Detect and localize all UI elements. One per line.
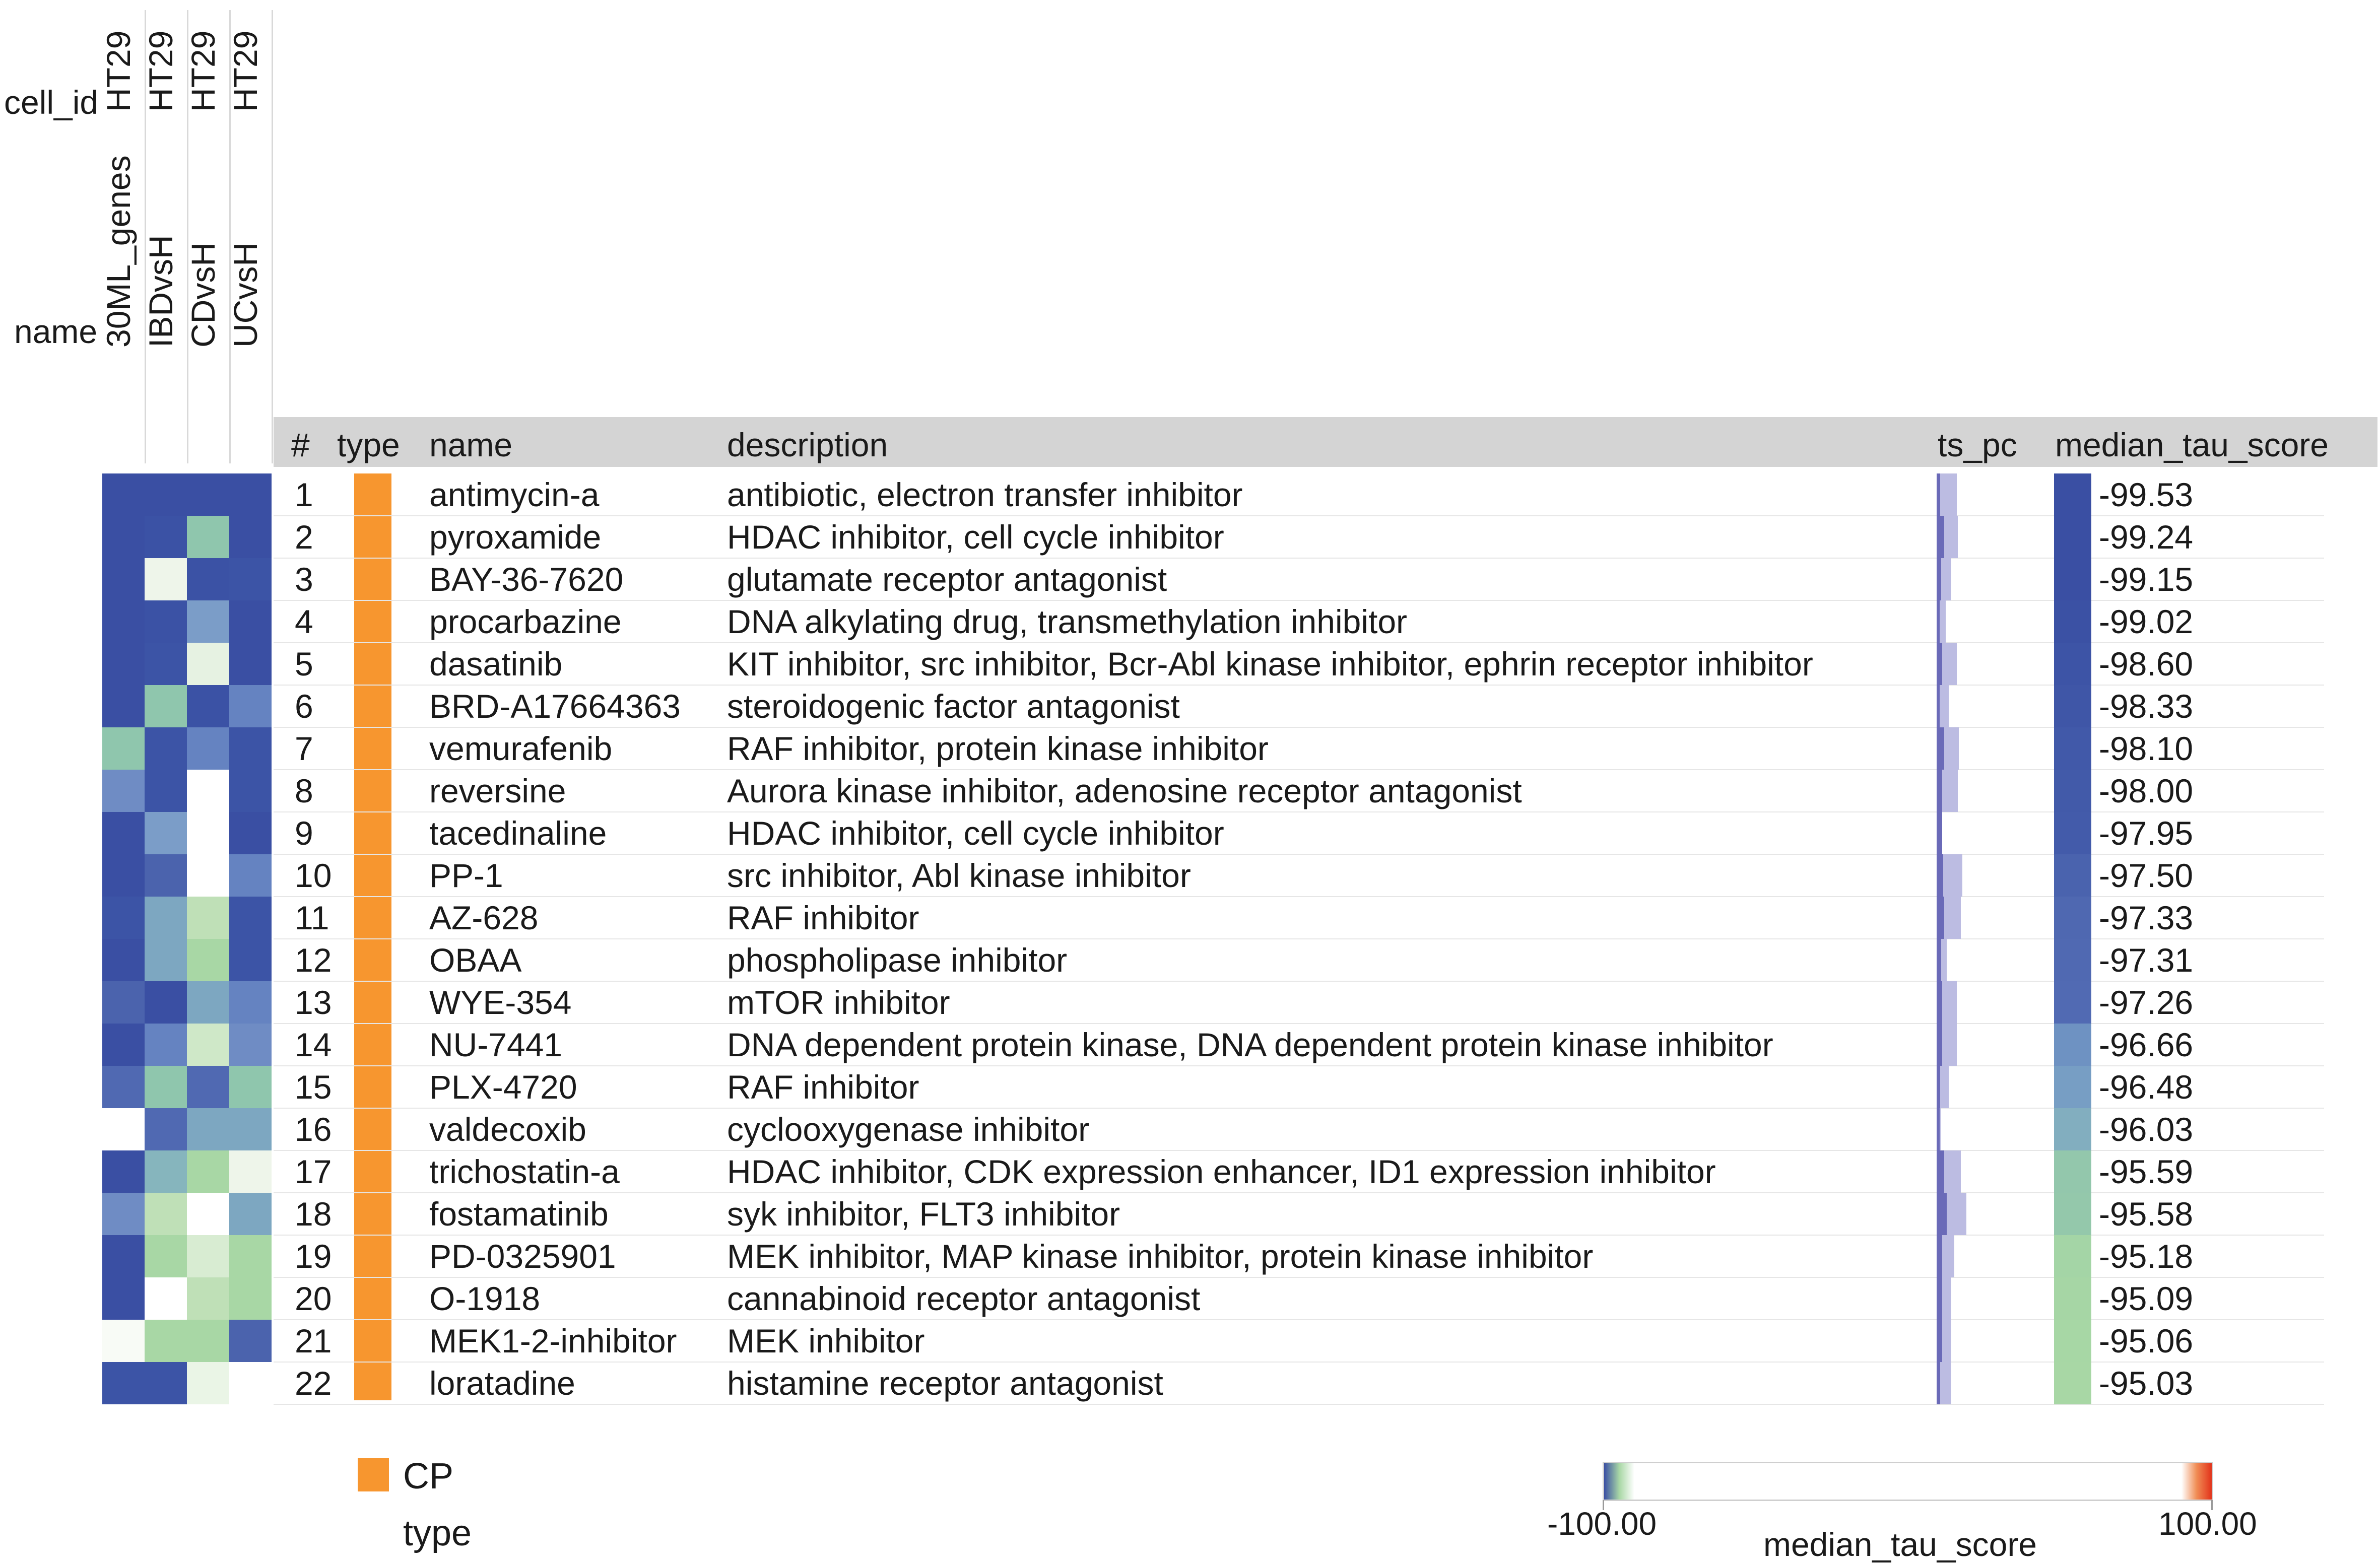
heatmap-cell (145, 939, 187, 981)
row-median-tau-score: -96.66 (2099, 1026, 2194, 1063)
heatmap-cell (102, 1066, 145, 1108)
cell-id-label: HT29 (142, 30, 179, 112)
heatmap-cell (229, 600, 272, 643)
row-description: DNA dependent protein kinase, DNA dependent protein kinase inhibitor (727, 1026, 1773, 1063)
column-name-label: IBDvsH (142, 235, 179, 348)
heatmap-cell (187, 1362, 229, 1404)
median-tau-color-cell (2054, 1320, 2091, 1362)
ts-pc-bar-dark (1937, 981, 1942, 1024)
row-index: 17 (295, 1153, 332, 1190)
median-tau-color-cell (2054, 685, 2091, 727)
heatmap-cell (145, 558, 187, 600)
row-median-tau-score: -97.26 (2099, 984, 2194, 1021)
row-median-tau-score: -97.31 (2099, 941, 2194, 979)
row-index: 6 (295, 688, 313, 725)
ts-pc-bar-dark (1937, 854, 1943, 897)
row-name: pyroxamide (429, 518, 602, 556)
median-tau-color-cell (2054, 812, 2091, 854)
ts-pc-bar-dark (1937, 1277, 1942, 1320)
color-scale-high-gradient (2181, 1463, 2212, 1500)
heatmap-cell (229, 770, 272, 812)
header-ts-pc[interactable]: ts_pc (1938, 426, 2017, 463)
row-index: 22 (295, 1365, 332, 1402)
heatmap-cell (187, 1024, 229, 1066)
header-index[interactable]: # (291, 426, 310, 463)
row-description: steroidogenic factor antagonist (727, 688, 1180, 725)
median-tau-color-cell (2054, 516, 2091, 558)
row-name: BRD-A17664363 (429, 688, 681, 725)
heatmap-cell (187, 600, 229, 643)
row-description: HDAC inhibitor, cell cycle inhibitor (727, 518, 1224, 556)
heatmap-cell (102, 770, 145, 812)
ts-pc-bar-dark (1937, 685, 1940, 727)
heatmap-cell (145, 600, 187, 643)
row-index: 13 (295, 984, 332, 1021)
row-name: PP-1 (429, 857, 503, 894)
heatmap-cell (229, 1150, 272, 1193)
row-median-tau-score: -98.10 (2099, 730, 2194, 767)
row-name: OBAA (429, 941, 522, 979)
median-tau-color-cell (2054, 1193, 2091, 1235)
row-description: KIT inhibitor, src inhibitor, Bcr-Abl kinase inhibitor, ephrin receptor inhibitor (727, 645, 1813, 683)
row-median-tau-score: -98.00 (2099, 772, 2194, 809)
row-name: valdecoxib (429, 1111, 586, 1148)
row-name: procarbazine (429, 603, 622, 640)
heatmap-cell (187, 812, 229, 854)
type-legend-title: type (403, 1513, 472, 1553)
median-tau-color-cell (2054, 643, 2091, 685)
heatmap-cell (145, 727, 187, 770)
ts-pc-bar-dark (1937, 1108, 1940, 1150)
row-median-tau-score: -99.53 (2099, 476, 2194, 513)
row-index: 9 (295, 814, 313, 852)
median-tau-color-cell (2054, 1235, 2091, 1277)
row-name: PLX-4720 (429, 1068, 577, 1106)
row-index: 20 (295, 1280, 332, 1317)
heatmap-cell (102, 558, 145, 600)
heatmap-cell (145, 1150, 187, 1193)
heatmap-cell (145, 1362, 187, 1404)
ts-pc-bar-dark (1937, 1193, 1947, 1235)
heatmap-cell (229, 516, 272, 558)
heatmap-cell (145, 1024, 187, 1066)
median-tau-color-cell (2054, 558, 2091, 600)
heatmap-cell (229, 939, 272, 981)
median-tau-color-cell (2054, 897, 2091, 939)
heatmap-cell (145, 516, 187, 558)
heatmap-cell (229, 1024, 272, 1066)
median-tau-color-cell (2054, 770, 2091, 812)
heatmap-cell (145, 1235, 187, 1277)
heatmap-cell (102, 1362, 145, 1404)
heatmap-cell (187, 770, 229, 812)
median-tau-color-cell (2054, 1066, 2091, 1108)
heatmap-cell (145, 981, 187, 1024)
heatmap-cell (229, 1193, 272, 1235)
row-median-tau-score: -95.59 (2099, 1153, 2194, 1190)
row-index: 15 (295, 1068, 332, 1106)
row-name: PD-0325901 (429, 1238, 616, 1275)
heatmap-cell (187, 1235, 229, 1277)
row-name: loratadine (429, 1365, 575, 1402)
ts-pc-bar-dark (1937, 558, 1941, 600)
row-description: cannabinoid receptor antagonist (727, 1280, 1201, 1317)
row-description: phospholipase inhibitor (727, 941, 1068, 979)
row-index: 14 (295, 1026, 332, 1063)
heatmap-cell (229, 1108, 272, 1150)
median-tau-color-cell (2054, 939, 2091, 981)
heatmap-cell (187, 1320, 229, 1362)
median-tau-color-cell (2054, 1362, 2091, 1404)
header-median-tau-score[interactable]: median_tau_score (2055, 426, 2329, 463)
row-name: NU-7441 (429, 1026, 563, 1063)
row-index: 3 (295, 561, 313, 598)
row-index: 16 (295, 1111, 332, 1148)
row-median-tau-score: -97.33 (2099, 899, 2194, 936)
heatmap-cell (102, 1024, 145, 1066)
row-description: antibiotic, electron transfer inhibitor (727, 476, 1243, 513)
row-median-tau-score: -98.33 (2099, 688, 2194, 725)
heatmap-cell (229, 473, 272, 516)
row-index: 2 (295, 518, 313, 556)
row-index: 12 (295, 941, 332, 979)
heatmap-cell (187, 643, 229, 685)
heatmap-cell (229, 1320, 272, 1362)
row-median-tau-score: -99.15 (2099, 561, 2194, 598)
median-tau-color-cell (2054, 600, 2091, 643)
table-row[interactable] (274, 897, 2324, 939)
heatmap-cell (102, 600, 145, 643)
row-name: BAY-36-7620 (429, 561, 624, 598)
heatmap-cell (229, 854, 272, 897)
heatmap-cell (102, 854, 145, 897)
row-name: trichostatin-a (429, 1153, 620, 1190)
header-name[interactable]: name (429, 426, 513, 463)
heatmap-cell (145, 812, 187, 854)
heatmap-cell (229, 812, 272, 854)
column-name-label: UCvsH (227, 242, 264, 348)
heatmap-cell (229, 685, 272, 727)
heatmap-cell (102, 812, 145, 854)
median-tau-color-cell (2054, 854, 2091, 897)
median-tau-color-cell (2054, 1277, 2091, 1320)
median-tau-color-cell (2054, 1108, 2091, 1150)
row-median-tau-score: -99.02 (2099, 603, 2194, 640)
row-index: 8 (295, 772, 313, 809)
row-description: RAF inhibitor (727, 1068, 919, 1106)
row-index: 4 (295, 603, 313, 640)
row-median-tau-score: -99.24 (2099, 518, 2194, 556)
row-index: 21 (295, 1322, 332, 1359)
cell-id-label: HT29 (184, 30, 222, 112)
column-name-label: CDvsH (184, 242, 222, 348)
ts-pc-bar-dark (1937, 770, 1942, 812)
heatmap-cell (145, 770, 187, 812)
heatmap-cell (102, 685, 145, 727)
heatmap-cell (229, 1066, 272, 1108)
heatmap-cell (102, 897, 145, 939)
heatmap-cell (145, 854, 187, 897)
heatmap-cell (102, 1235, 145, 1277)
row-description: HDAC inhibitor, CDK expression enhancer, ID1 expression inhibitor (727, 1153, 1716, 1190)
name-row-label: name (14, 313, 98, 350)
row-median-tau-score: -95.58 (2099, 1195, 2194, 1233)
heatmap-cell (187, 939, 229, 981)
color-scale-title: median_tau_score (1763, 1526, 2037, 1563)
table-row[interactable] (274, 939, 2324, 981)
heatmap-cell (229, 1362, 272, 1404)
heatmap-cell (102, 1320, 145, 1362)
ts-pc-bar-dark (1937, 643, 1942, 685)
type-legend-entry: CP (403, 1456, 454, 1497)
heatmap-cell (187, 1277, 229, 1320)
ts-pc-bar-dark (1937, 1150, 1944, 1193)
heatmap-cell (187, 727, 229, 770)
table-row[interactable] (274, 854, 2324, 897)
heatmap-cell (102, 727, 145, 770)
ts-pc-bar-dark (1937, 516, 1944, 558)
row-name: dasatinib (429, 645, 563, 683)
cell-id-label: HT29 (100, 30, 137, 112)
row-name: MEK1-2-inhibitor (429, 1322, 677, 1359)
row-index: 1 (295, 476, 313, 513)
heatmap-cell (145, 1108, 187, 1150)
median-tau-color-cell (2054, 1024, 2091, 1066)
cell-id-row-label: cell_id (4, 84, 99, 121)
cell-id-label: HT29 (227, 30, 264, 112)
heatmap-cell (102, 643, 145, 685)
row-name: tacedinaline (429, 814, 607, 852)
row-description: cyclooxygenase inhibitor (727, 1111, 1090, 1148)
ts-pc-bar-dark (1937, 727, 1944, 770)
heatmap-cell (102, 1150, 145, 1193)
heatmap-cell (102, 473, 145, 516)
ts-pc-bar-dark (1937, 1066, 1940, 1108)
row-description: glutamate receptor antagonist (727, 561, 1167, 598)
heatmap-cell (145, 473, 187, 516)
row-name: WYE-354 (429, 984, 572, 1021)
heatmap-cell (102, 939, 145, 981)
row-description: syk inhibitor, FLT3 inhibitor (727, 1195, 1120, 1233)
color-scale-min-label: -100.00 (1547, 1506, 1657, 1542)
median-tau-color-cell (2054, 473, 2091, 516)
heatmap-cell (187, 854, 229, 897)
ts-pc-bar-dark (1937, 1320, 1942, 1362)
ts-pc-bar-dark (1937, 600, 1940, 643)
column-separator (272, 10, 273, 463)
row-description: src inhibitor, Abl kinase inhibitor (727, 857, 1191, 894)
row-index: 7 (295, 730, 313, 767)
heatmap-cell (145, 643, 187, 685)
row-description: HDAC inhibitor, cell cycle inhibitor (727, 814, 1224, 852)
row-name: reversine (429, 772, 566, 809)
row-description: MEK inhibitor (727, 1322, 925, 1359)
table-row[interactable] (274, 1277, 2324, 1320)
ts-pc-bar-dark (1937, 939, 1941, 981)
column-name-label: 30ML_genes (100, 155, 137, 348)
heatmap-cell (229, 1277, 272, 1320)
heatmap-cell (229, 643, 272, 685)
ts-pc-bar-dark (1937, 1362, 1940, 1404)
row-name: fostamatinib (429, 1195, 609, 1233)
heatmap-cell (187, 897, 229, 939)
table-row[interactable] (274, 1362, 2324, 1404)
color-scale-max-label: 100.00 (2158, 1506, 2257, 1542)
row-index: 10 (295, 857, 332, 894)
heatmap-cell (229, 727, 272, 770)
row-description: mTOR inhibitor (727, 984, 950, 1021)
heatmap-cell (145, 1193, 187, 1235)
heatmap-cell (229, 558, 272, 600)
row-description: RAF inhibitor (727, 899, 919, 936)
row-description: MEK inhibitor, MAP kinase inhibitor, protein kinase inhibitor (727, 1238, 1594, 1275)
heatmap-cell (102, 981, 145, 1024)
heatmap-cell (229, 897, 272, 939)
row-median-tau-score: -98.60 (2099, 645, 2194, 683)
table-row[interactable] (274, 1066, 2324, 1108)
row-median-tau-score: -95.09 (2099, 1280, 2194, 1317)
row-median-tau-score: -97.50 (2099, 857, 2194, 894)
ts-pc-bar-dark (1937, 812, 1942, 854)
row-name: AZ-628 (429, 899, 539, 936)
row-median-tau-score: -95.06 (2099, 1322, 2194, 1359)
row-median-tau-score: -96.03 (2099, 1111, 2194, 1148)
heatmap-cell (145, 897, 187, 939)
row-name: vemurafenib (429, 730, 613, 767)
median-tau-color-cell (2054, 727, 2091, 770)
row-index: 11 (295, 899, 329, 936)
row-median-tau-score: -97.95 (2099, 814, 2194, 852)
row-median-tau-score: -95.03 (2099, 1365, 2194, 1402)
row-median-tau-score: -96.48 (2099, 1068, 2194, 1106)
heatmap-cell (145, 1277, 187, 1320)
type-legend-swatch (358, 1458, 389, 1491)
heatmap-cell (187, 516, 229, 558)
heatmap-cell (187, 685, 229, 727)
heatmap-cell (102, 516, 145, 558)
row-description: DNA alkylating drug, transmethylation inhibitor (727, 603, 1408, 640)
row-median-tau-score: -95.18 (2099, 1238, 2194, 1275)
heatmap-cell (145, 685, 187, 727)
median-tau-color-cell (2054, 1150, 2091, 1193)
heatmap-cell (187, 1108, 229, 1150)
heatmap-cell (102, 1193, 145, 1235)
heatmap-cell (187, 1193, 229, 1235)
row-description: RAF inhibitor, protein kinase inhibitor (727, 730, 1269, 767)
header-type[interactable]: type (337, 426, 400, 463)
median-tau-color-cell (2054, 981, 2091, 1024)
ts-pc-bar-dark (1937, 1235, 1942, 1277)
heatmap-cell (187, 1066, 229, 1108)
heatmap-cell (229, 981, 272, 1024)
heatmap-cell (187, 558, 229, 600)
heatmap-cell (102, 1277, 145, 1320)
row-description: Aurora kinase inhibitor, adenosine receptor antagonist (727, 772, 1522, 809)
table-row[interactable] (274, 981, 2324, 1024)
heatmap-cell (145, 1066, 187, 1108)
heatmap-cell (229, 1235, 272, 1277)
ts-pc-bar-dark (1937, 1024, 1942, 1066)
row-name: antimycin-a (429, 476, 600, 513)
row-index: 5 (295, 645, 313, 683)
row-description: histamine receptor antagonist (727, 1365, 1163, 1402)
ts-pc-bar-dark (1937, 473, 1940, 516)
color-scale-low-gradient (1604, 1463, 1634, 1500)
heatmap-cell (187, 1150, 229, 1193)
heatmap-cell (187, 473, 229, 516)
row-index: 18 (295, 1195, 332, 1233)
ts-pc-bar-dark (1937, 897, 1944, 939)
row-name: O-1918 (429, 1280, 541, 1317)
color-scale-bar (1603, 1462, 2213, 1501)
heatmap-cell (102, 1108, 145, 1150)
row-index: 19 (295, 1238, 332, 1275)
heatmap-cell (187, 981, 229, 1024)
header-description[interactable]: description (727, 426, 888, 463)
heatmap-cell (145, 1320, 187, 1362)
